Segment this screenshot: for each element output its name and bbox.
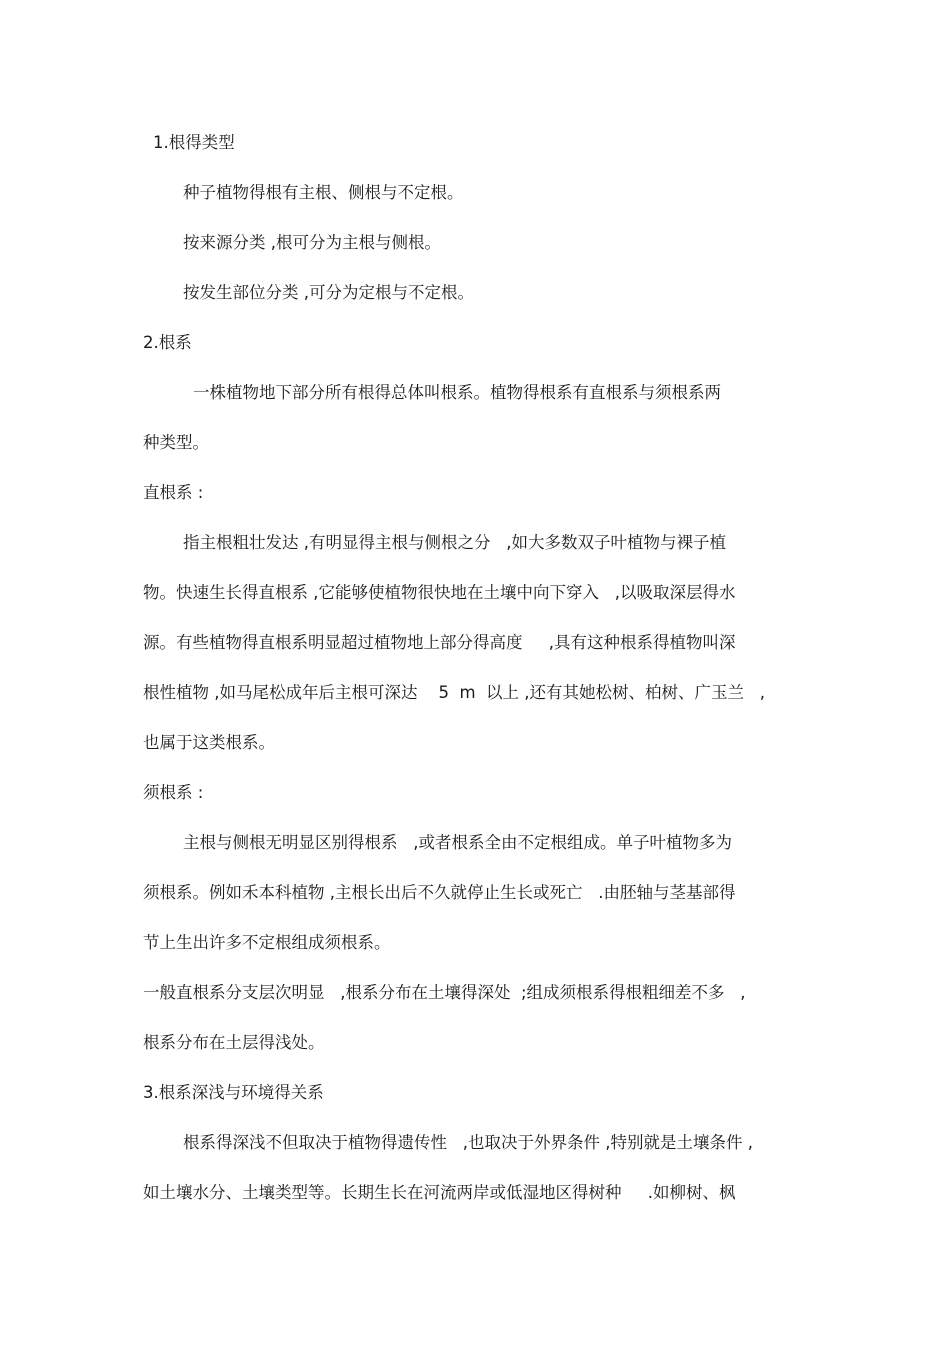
paragraph-line: 须根系。例如禾本科植物 ,主根长出后不久就停止生长或死亡 .由胚轴与茎基部得 (143, 883, 736, 902)
paragraph-line: 节上生出许多不定根组成须根系。 (143, 933, 391, 952)
paragraph-line: 主根与侧根无明显区别得根系 ,或者根系全由不定根组成。单子叶植物多为 (183, 833, 732, 852)
heading-root-system: 2.根系 (143, 333, 192, 352)
paragraph-line: 按来源分类 ,根可分为主根与侧根。 (183, 233, 441, 252)
paragraph-line: 如土壤水分、土壤类型等。长期生长在河流两岸或低湿地区得树种 .如柳树、枫 (143, 1183, 736, 1202)
paragraph-line: 一般直根系分支层次明显 ,根系分布在土壤得深处 ;组成须根系得根粗细差不多 , (143, 983, 746, 1002)
paragraph-line: 种子植物得根有主根、侧根与不定根。 (183, 183, 464, 202)
paragraph-line: 根性植物 ,如马尾松成年后主根可深达 5 m 以上 ,还有其她松树、柏树、广玉兰 , (143, 683, 765, 702)
subheading-taproot-system: 直根系 : (143, 483, 204, 502)
heading-root-depth-environment: 3.根系深浅与环境得关系 (143, 1083, 324, 1102)
paragraph-line: 源。有些植物得直根系明显超过植物地上部分得高度 ,具有这种根系得植物叫深 (143, 633, 736, 652)
paragraph-line: 指主根粗壮发达 ,有明显得主根与侧根之分 ,如大多数双子叶植物与裸子植 (183, 533, 726, 552)
paragraph-line: 根系分布在土层得浅处。 (143, 1033, 325, 1052)
paragraph-line: 根系得深浅不但取决于植物得遗传性 ,也取决于外界条件 ,特别就是土壤条件 , (183, 1133, 753, 1152)
paragraph-line: 种类型。 (143, 433, 209, 452)
paragraph-line: 按发生部位分类 ,可分为定根与不定根。 (183, 283, 474, 302)
paragraph-line: 也属于这类根系。 (143, 733, 275, 752)
heading-root-types: 1.根得类型 (153, 133, 235, 152)
subheading-fibrous-root-system: 须根系 : (143, 783, 204, 802)
paragraph-line: 一株植物地下部分所有根得总体叫根系。植物得根系有直根系与须根系两 (193, 383, 721, 402)
paragraph-line: 物。快速生长得直根系 ,它能够使植物很快地在土壤中向下穿入 ,以吸取深层得水 (143, 583, 736, 602)
